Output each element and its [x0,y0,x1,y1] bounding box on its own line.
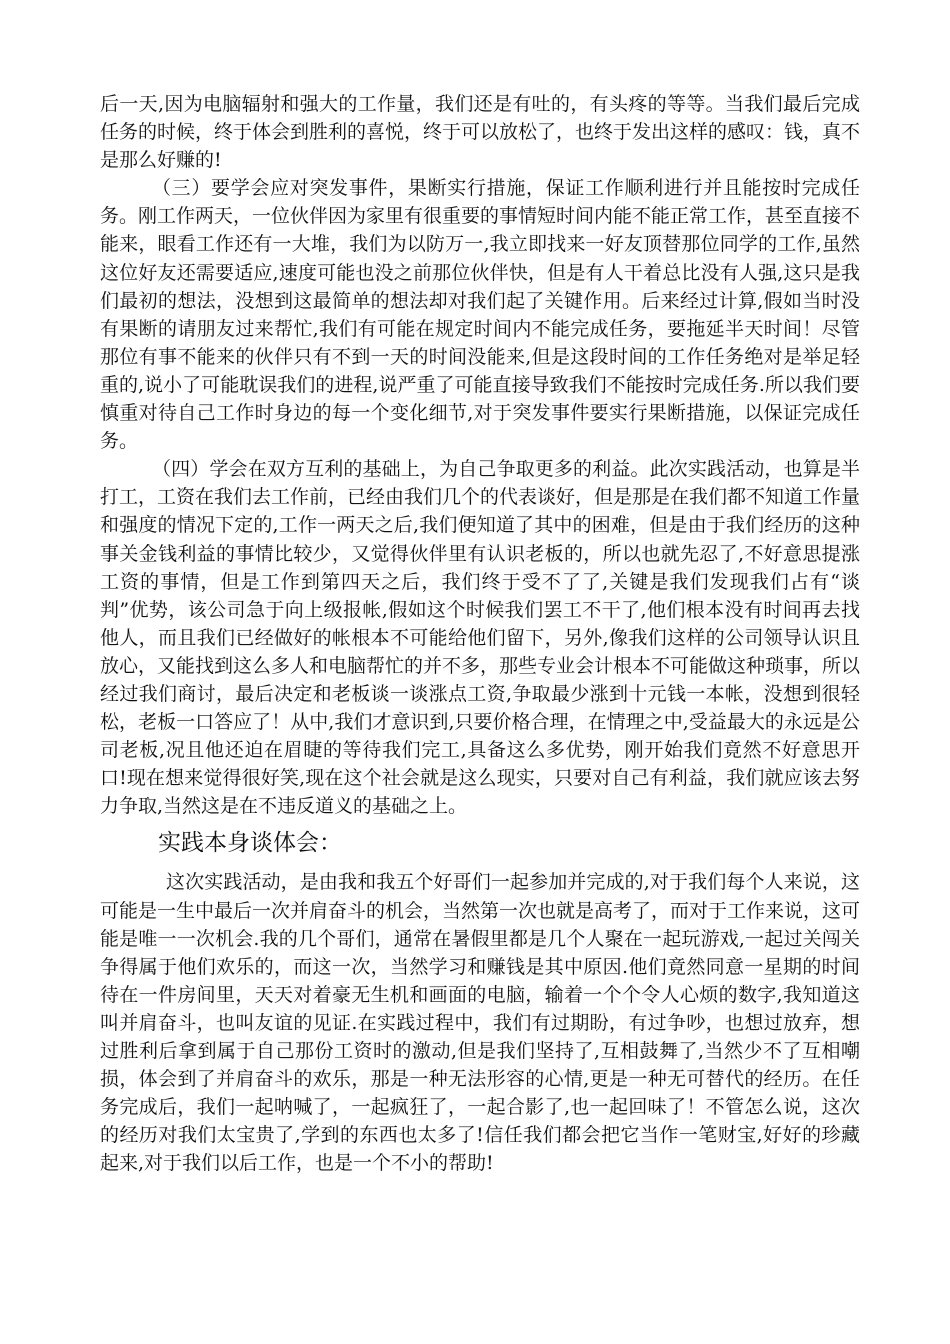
paragraph-reflection: 这次实践活动，是由我和我五个好哥们一起参加并完成的,对于我们每个人来说，这可能是一生中最后一次并肩奋斗的机会，当然第一次也就是高考了，而对于工作来说，这可能是唯一一次机会.我的几个哥们，通常在暑假里都是几个人聚在一起玩游戏,一起过关闯关争得属于他们欢乐的，而这一次，当然学习和赚钱是其中原因.他们竟然同意一星期的时间待在一件房间里，天天对着豪无生机和画面的电脑，输着一个个令人心烦的数字,我知道这叫并肩奋斗，也叫友谊的见证.在实践过程中，我们有过期盼，有过争吵，也想过放弃，想过胜利后拿到属于自己那份工资时的激动,但是我们坚持了,互相鼓舞了,当然少不了互相嘲损，体会到了并肩奋斗的欢乐，那是一种无法形容的心情,更是一种无可替代的经历。在任务完成后，我们一起呐喊了，一起疯狂了，一起合影了,也一起回味了！不管怎么说，这次的经历对我们太宝贵了,学到的东西也太多了!信任我们都会把它当作一笔财宝,好好的珍藏起来,对于我们以后工作，也是一个不小的帮助! [100,871,861,1175]
paragraph-continuation: 后一天,因为电脑辐射和强大的工作量，我们还是有吐的，有头疼的等等。当我们最后完成任务的时候，终于体会到胜利的喜悦，终于可以放松了，也终于发出这样的感叹：钱，真不是那么好赚的! [100,93,861,172]
section-heading: 实践本身谈体会： [158,830,342,857]
paragraph-section-four: （四）学会在双方互利的基础上，为自己争取更多的利益。此次实践活动，也算是半打工，工资在我们去工作前，已经由我们几个的代表谈好，但是那是在我们都不知道工作量和强度的情况下定的,工作一两天之后,我们便知道了其中的困难，但是由于我们经历的这种事关金钱利益的事情比较少，又觉得伙伴里有认识老板的，所以也就先忍了,不好意思提涨工资的事情，但是工作到第四天之后，我们终于受不了了,关键是我们发现我们占有“谈判”优势，该公司急于向上级报帐,假如这个时候我们罢工不干了,他们根本没有时间再去找他人，而且我们已经做好的帐根本不可能给他们留下，另外,像我们这样的公司领导认识且放心，又能找到这么多人和电脑帮忙的并不多，那些专业会计根本不可能做这种琐事，所以经过我们商讨，最后决定和老板谈一谈涨点工资,争取最少涨到十元钱一本帐，没想到很轻松，老板一口答应了！从中,我们才意识到,只要价格合理，在情理之中,受益最大的永远是公司老板,况且他还迫在眉睫的等待我们完工,具备这么多优势，刚开始我们竟然不好意思开口!现在想来觉得很好笑,现在这个社会就是这么现实，只要对自己有利益，我们就应该去努力争取,当然这是在不违反道义的基础之上。 [100,458,861,818]
paragraph-section-three: （三）要学会应对突发事件，果断实行措施，保证工作顺利进行并且能按时完成任务。刚工作两天，一位伙伴因为家里有很重要的事情短时间内能不能正常工作，甚至直接不能来，眼看工作还有一大堆，我们为以防万一,我立即找来一好友顶替那位同学的工作,虽然这位好友还需要适应,速度可能也没之前那位伙伴快，但是有人干着总比没有人强,这只是我们最初的想法，没想到这最简单的想法却对我们起了关键作用。后来经过计算,假如当时没有果断的请朋友过来帮忙,我们有可能在规定时间内不能完成任务，要拖延半天时间！尽管那位有事不能来的伙伴只有不到一天的时间没能来,但是这段时间的工作任务绝对是举足轻重的,说小了可能耽误我们的进程,说严重了可能直接导致我们不能按时完成任务.所以我们要慎重对待自己工作时身边的每一个变化细节,对于突发事件要实行果断措施，以保证完成任务。 [100,177,861,453]
document-page [100,90,860,1177]
